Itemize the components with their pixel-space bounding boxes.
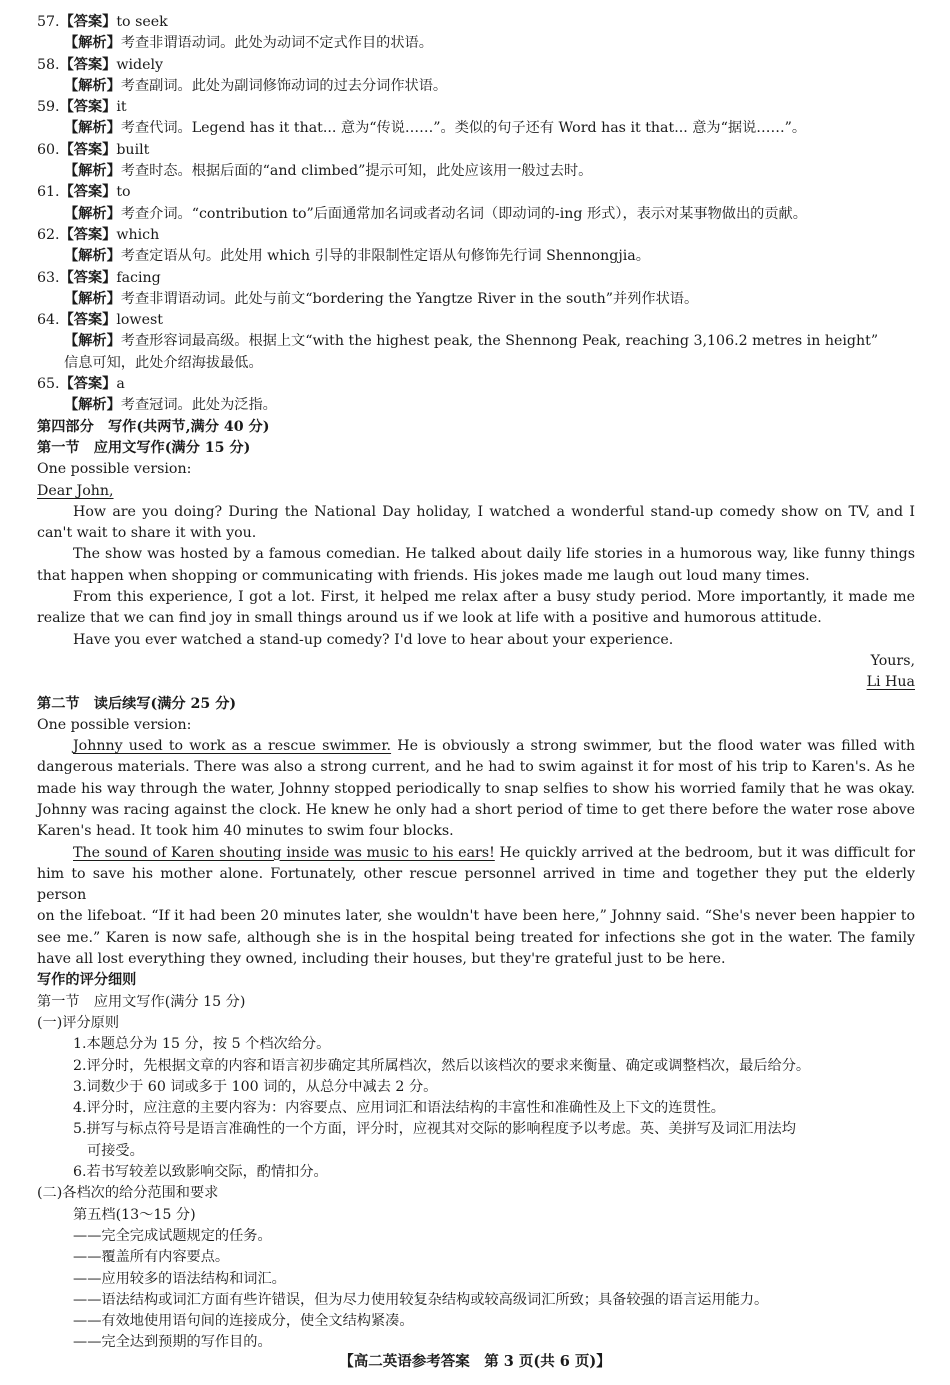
- answer-line: 57.【答案】to seek: [37, 14, 168, 30]
- continuation: [37, 736, 915, 970]
- answer-57: [37, 12, 915, 55]
- level5-item: ——有效地使用语句间的连接成分，使全文结构紧凑。: [73, 1313, 414, 1330]
- answer-61: [37, 182, 915, 225]
- answer-63: [37, 268, 915, 311]
- answer-62: [37, 225, 915, 268]
- answer-59: [37, 97, 915, 140]
- level5-item: ——语法结构或词汇方面有些许错误，但为尽力使用较复杂结构或较高级词汇所致；具备较强的语言运用能力。: [73, 1291, 769, 1308]
- explanation-line: 【解析】考查副词。此处为副词修饰动词的过去分词作状语。: [64, 77, 448, 94]
- scoring-rule: 1.本题总分为 15 分，按 5 个档次给分。: [73, 1036, 331, 1053]
- explanation-line: 【解析】考查冠词。此处为泛指。: [64, 397, 277, 414]
- scoring-rule: 2.评分时，先根据文章的内容和语言初步确定其所属档次，然后以该档次的要求来衡量、确定或调整档次，最后给分。: [73, 1057, 811, 1074]
- continuation-line: Karen's head. It took him 40 minutes to swim four blocks.: [37, 823, 454, 840]
- continuation-line: on the lifeboat. “If it had been 20 minutes later, she wouldn't have been here,” Johnny said. “She's never been happier to: [37, 908, 915, 925]
- continuation-line: dangerous materials. There was also a strong current, and he had to swim against it for most of his trip to Karen's. As he: [37, 759, 915, 776]
- explanation-line: 信息可知，此处介绍海拔最低。: [64, 354, 263, 371]
- scoring-rule: 4.评分时，应注意的主要内容为：内容要点、应用词汇和语法结构的丰富性和准确性及上下文的连贯性。: [73, 1100, 725, 1117]
- answer-line: 58.【答案】widely: [37, 56, 164, 73]
- page-footer: 【高二英语参考答案 第 3 页(共 6 页)】: [339, 1353, 611, 1370]
- continuation-line: Johnny was racing against the clock. He knew he only had a short period of time to get there before the water rose above: [37, 801, 915, 818]
- scoring-rule: 3.词数少于 60 词或多于 100 词的，从总分中减去 2 分。: [73, 1078, 438, 1095]
- scoring-rule-cont: 可接受。: [87, 1142, 144, 1159]
- section1-title: 第一节 应用文写作(满分 15 分): [37, 439, 251, 456]
- continuation-line: have all lost everything they owned, including their houses, but they're grateful just to be here.: [37, 951, 726, 968]
- answer-line: 62.【答案】which: [37, 226, 160, 243]
- continuation-line: made his way through the water, Johnny stopped periodically to snap selfies to show his worried family that he was okay.: [37, 780, 915, 797]
- scoring-rule: 6.若书写较差以致影响交际，酌情扣分。: [73, 1164, 328, 1181]
- explanation-line: 【解析】考查非谓语动词。此处为动词不定式作目的状语。: [64, 35, 433, 52]
- possible-version-label: One possible version:: [37, 716, 192, 733]
- letter-line: Have you ever watched a stand-up comedy? I'd love to hear about your experience.: [73, 631, 674, 648]
- scoring-section1: 第一节 应用文写作(满分 15 分): [37, 993, 246, 1010]
- letter-line: realize that we can find joy in small things around us if we look at life with a positive and humorous attitude.: [37, 610, 822, 627]
- answer-line: 65.【答案】a: [37, 376, 125, 393]
- letter-greeting: Dear John,: [37, 482, 114, 499]
- letter: [37, 481, 915, 694]
- answer-line: 64.【答案】lowest: [37, 312, 163, 329]
- letter-line: From this experience, I got a lot. First, it helped me relax after a busy study period. More importantly, it made me: [73, 589, 915, 606]
- level5-item: ——覆盖所有内容要点。: [73, 1249, 230, 1266]
- letter-line: can't wait to share it with you.: [37, 525, 257, 542]
- explanation-line: 【解析】考查代词。Legend has it that... 意为“传说……”。类似的句子还有 Word has it that... 意为“据说……”。: [64, 120, 807, 137]
- level5-item: ——应用较多的语法结构和词汇。: [73, 1270, 286, 1287]
- answer-line: 63.【答案】facing: [37, 269, 161, 286]
- scoring-rule: 5.拼写与标点符号是语言准确性的一个方面，评分时，应视其对交际的影响程度予以考虑。英、美拼写及词汇用法均: [73, 1121, 796, 1138]
- possible-version-label: One possible version:: [37, 461, 192, 478]
- level5-title: 第五档(13～15 分): [73, 1206, 196, 1223]
- explanation-line: 【解析】考查时态。根据后面的“and climbed”提示可知，此处应该用一般过去时。: [64, 163, 593, 180]
- explanation-line: 【解析】考查定语从句。此处用 which 引导的非限制性定语从句修饰先行词 Shennongjia。: [64, 248, 650, 265]
- levels-title: (二)各档次的给分范围和要求: [37, 1185, 219, 1202]
- letter-closing: Yours,: [870, 652, 915, 669]
- explanation-line: 【解析】考查形容词最高级。根据上文“with the highest peak, the Shennong Peak, reaching 3,106.2 metres in height”: [64, 333, 879, 350]
- level5-item: ——完全完成试题规定的任务。: [73, 1227, 272, 1244]
- continuation-line: him to save his mother alone. Fortunately, other rescue personnel arrived in time and together they put the elderly person: [37, 865, 915, 904]
- level5-item: ——完全达到预期的写作目的。: [73, 1334, 272, 1351]
- given-sentence: Johnny used to work as a rescue swimmer.: [73, 738, 392, 755]
- continuation-line: see me.” Karen is now safe, although she is in the hospital being treated for infections she got in the water. The family: [37, 929, 915, 946]
- section2-title: 第二节 读后续写(满分 25 分): [37, 695, 237, 712]
- answer-line: 61.【答案】to: [37, 184, 131, 201]
- explanation-line: 【解析】考查非谓语动词。此处与前文“bordering the Yangtze River in the south”并列作状语。: [64, 290, 699, 307]
- answer-58: [37, 55, 915, 98]
- letter-signature: Li Hua: [866, 674, 915, 691]
- letter-line: The show was hosted by a famous comedian. He talked about daily life stories in a humorous way, like funny things: [73, 546, 915, 563]
- answer-65: [37, 374, 915, 417]
- part4-title: 第四部分 写作(共两节,满分 40 分): [37, 418, 270, 435]
- answer-page: [37, 12, 915, 1354]
- answer-60: [37, 140, 915, 183]
- answer-line: 59.【答案】it: [37, 99, 127, 116]
- letter-line: that happen when shopping or communicating with friends. His jokes made me laugh out loud many times.: [37, 567, 810, 584]
- letter-line: How are you doing? During the National Day holiday, I watched a wonderful stand-up comedy show on TV, and I: [73, 503, 915, 520]
- answer-64: [37, 310, 915, 374]
- continuation-line: Johnny used to work as a rescue swimmer. He is obviously a strong swimmer, but the flood water was filled with: [73, 738, 915, 755]
- principles-title: (一)评分原则: [37, 1014, 120, 1031]
- given-sentence: The sound of Karen shouting inside was music to his ears!: [73, 844, 495, 861]
- explanation-line: 【解析】考查介词。“contribution to”后面通常加名词或者动名词（即动词的-ing 形式），表示对某事物做出的贡献。: [64, 205, 807, 222]
- scoring-title: 写作的评分细则: [37, 972, 137, 989]
- continuation-line: The sound of Karen shouting inside was music to his ears! He quickly arrived at the bedroom, but it was difficult for: [73, 844, 915, 861]
- answer-line: 60.【答案】built: [37, 141, 150, 158]
